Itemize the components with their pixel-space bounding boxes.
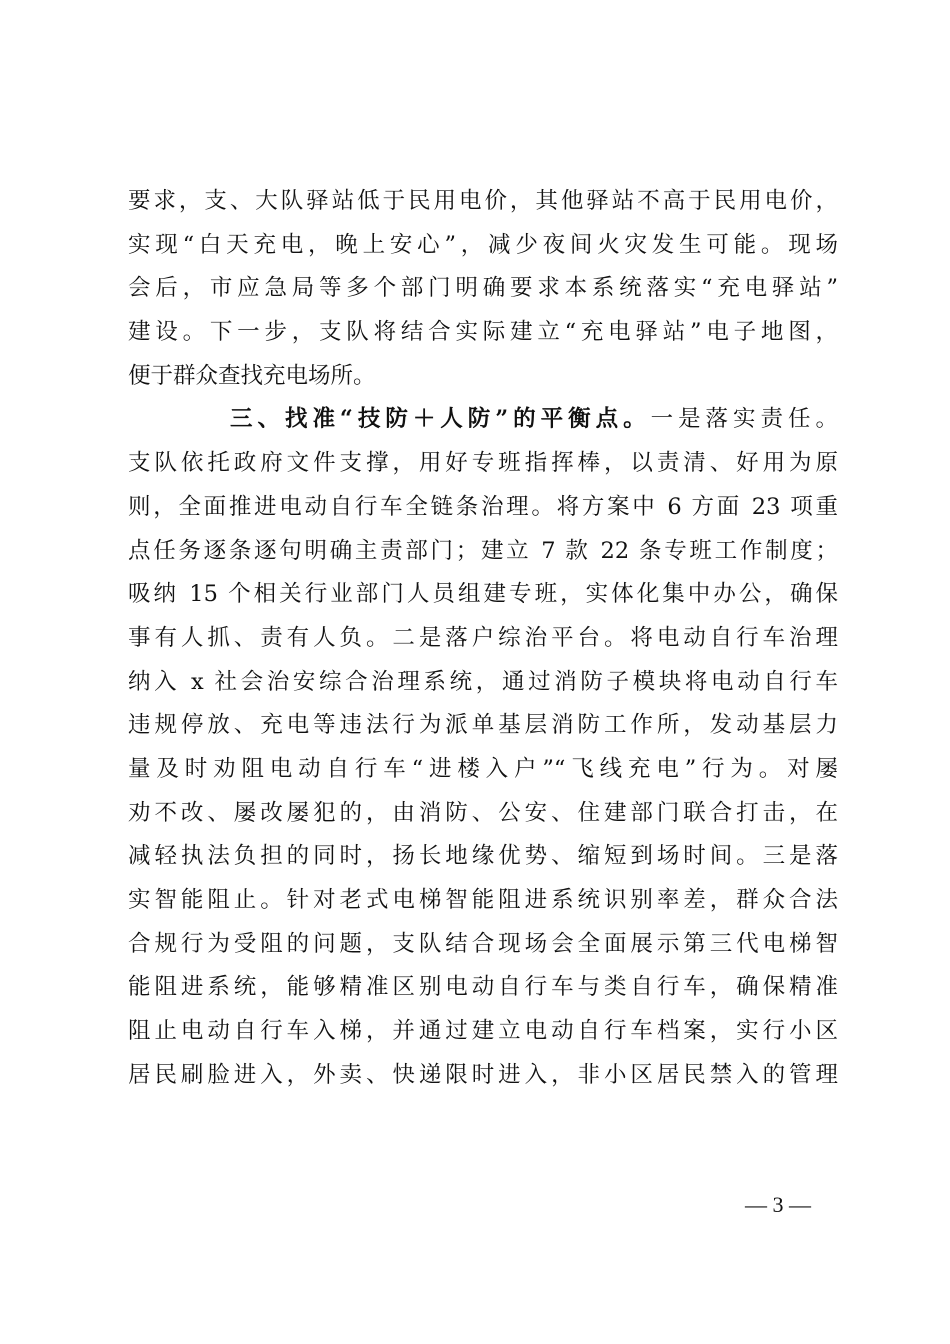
text-line: 实现“白天充电，晚上安心”，减少夜间火灾发生可能。现场 (128, 231, 838, 258)
paragraph-2 (128, 398, 838, 1097)
text-line: 减轻执法负担的同时，扬长地缘优势、缩短到场时间。三是落 (128, 843, 838, 870)
text-line: 点任务逐条逐句明确主责部门；建立 7 款 22 条专班工作制度； (128, 537, 838, 564)
text-line: 实智能阻止。针对老式电梯智能阻进系统识别率差，群众合法 (128, 887, 838, 913)
section-heading: 三、找准“技防＋人防”的平衡点。 (230, 406, 651, 433)
text-line: 劝不改、屡改屡犯的，由消防、公安、住建部门联合打击，在 (128, 799, 838, 826)
text-line: 要求，支、大队驿站低于民用电价，其他驿站不高于民用电价， (128, 188, 838, 214)
text-line (128, 398, 838, 442)
text-line: 建设。下一步，支队将结合实际建立“充电驿站”电子地图， (128, 319, 838, 346)
text-line: 纳入 x 社会治安综合治理系统，通过消防子模块将电动自行车 (128, 668, 838, 695)
paragraph-1 (128, 180, 838, 398)
text-line: 居民刷脸进入，外卖、快递限时进入，非小区居民禁入的管理 (128, 1061, 838, 1088)
body-text (128, 180, 838, 1097)
text-line: 能阻进系统，能够精准区别电动自行车与类自行车，确保精准 (128, 974, 838, 1001)
text-line: 事有人抓、责有人负。二是落户综治平台。将电动自行车治理 (128, 624, 838, 651)
text-line: 合规行为受阻的问题，支队结合现场会全面展示第三代电梯智 (128, 930, 838, 957)
text-line: 支队依托政府文件支撑，用好专班指挥棒，以责清、好用为原 (128, 450, 838, 477)
page-number: — 3 — (745, 1192, 811, 1217)
text-line: 会后，市应急局等多个部门明确要求本系统落实“充电驿站” (128, 275, 838, 302)
heading-line-rest: 一是落实责任。 (650, 406, 838, 433)
text-line: 量及时劝阻电动自行车“进楼入户”“飞线充电”行为。对屡 (128, 755, 838, 782)
text-line: 便于群众查找充电场所。 (128, 362, 376, 389)
text-line: 阻止电动自行车入梯，并通过建立电动自行车档案，实行小区 (128, 1018, 838, 1045)
text-line: 吸纳 15 个相关行业部门人员组建专班，实体化集中办公，确保 (128, 581, 838, 608)
text-line: 则，全面推进电动自行车全链条治理。将方案中 6 方面 23 项重 (128, 493, 838, 520)
text-line: 违规停放、充电等违法行为派单基层消防工作所，发动基层力 (128, 712, 838, 739)
